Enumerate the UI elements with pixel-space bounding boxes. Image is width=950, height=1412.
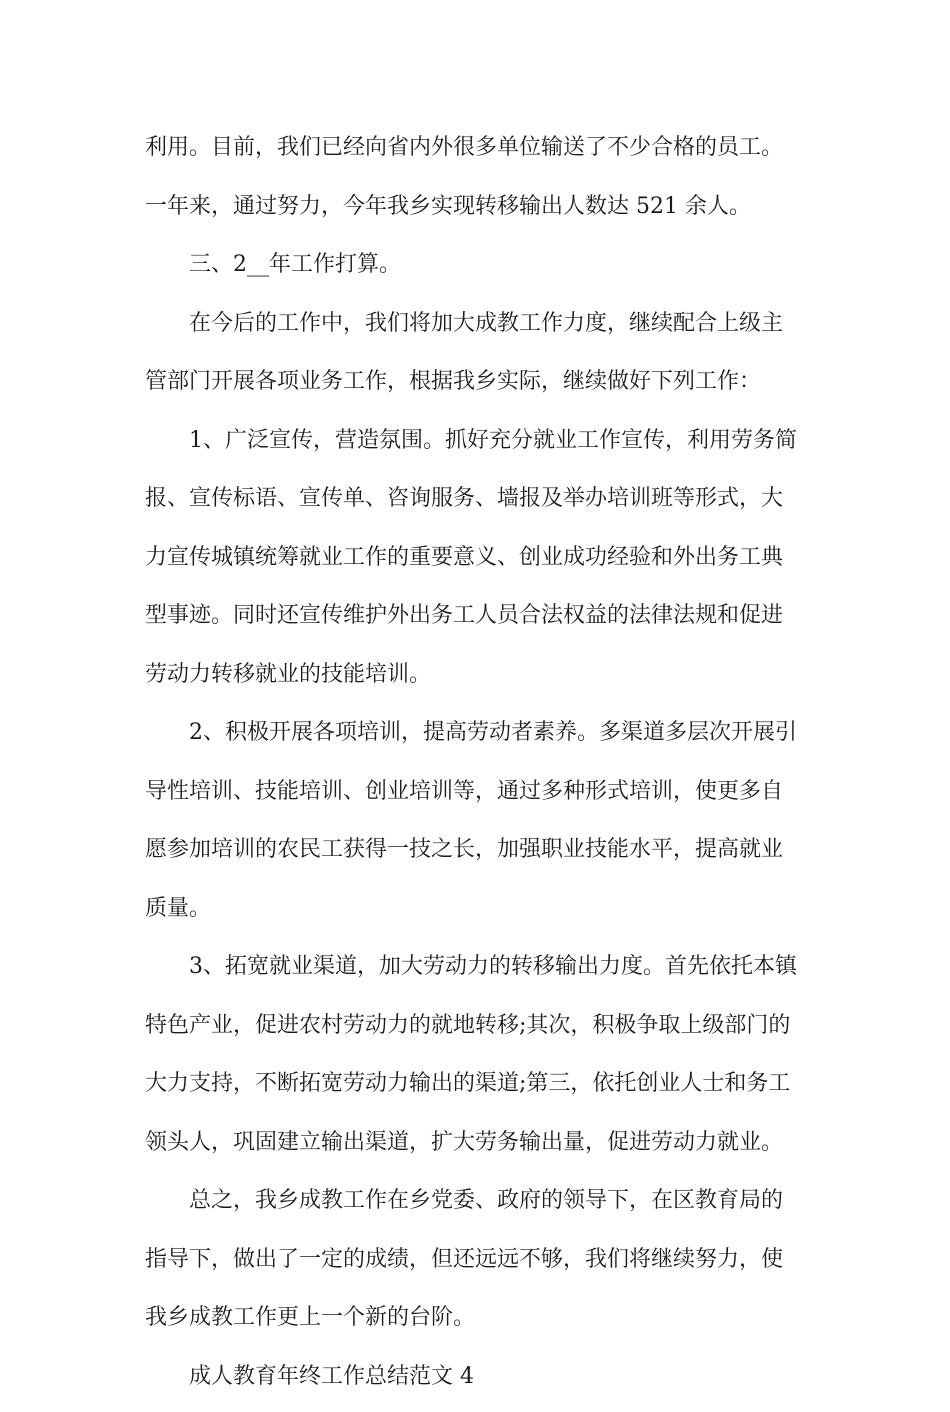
document-page bbox=[145, 125, 807, 1412]
text-line: 质量。 bbox=[145, 886, 807, 945]
text-line: 利用。目前，我们已经向省内外很多单位输送了不少合格的员工。 bbox=[145, 125, 807, 184]
text-line: 报、宣传标语、宣传单、咨询服务、墙报及举办培训班等形式，大 bbox=[145, 476, 807, 535]
text-line: 一年来，通过努力，今年我乡实现转移输出人数达 521 余人。 bbox=[145, 184, 807, 243]
text-line: 特色产业，促进农村劳动力的就地转移;其次，积极争取上级部门的 bbox=[145, 1003, 807, 1062]
text-line: 3、拓宽就业渠道，加大劳动力的转移输出力度。首先依托本镇 bbox=[145, 944, 807, 1003]
text-line: 2、积极开展各项培训，提高劳动者素养。多渠道多层次开展引 bbox=[145, 710, 807, 769]
section-heading: 三、2__年工作打算。 bbox=[145, 242, 807, 301]
text-line: 力宣传城镇统筹就业工作的重要意义、创业成功经验和外出务工典 bbox=[145, 535, 807, 594]
text-line: 型事迹。同时还宣传维护外出务工人员合法权益的法律法规和促进 bbox=[145, 593, 807, 652]
text-line: 大力支持，不断拓宽劳动力输出的渠道;第三，依托创业人士和务工 bbox=[145, 1061, 807, 1120]
text-line: 总之，我乡成教工作在乡党委、政府的领导下，在区教育局的 bbox=[145, 1178, 807, 1237]
text-line: 1、广泛宣传，营造氛围。抓好充分就业工作宣传，利用劳务简 bbox=[145, 418, 807, 477]
text-line: 导性培训、技能培训、创业培训等，通过多种形式培训，使更多自 bbox=[145, 769, 807, 828]
section-title: 成人教育年终工作总结范文 4 bbox=[145, 1354, 807, 1412]
text-line: 领头人，巩固建立输出渠道，扩大劳务输出量，促进劳动力就业。 bbox=[145, 1120, 807, 1179]
text-line: 在今后的工作中，我们将加大成教工作力度，继续配合上级主 bbox=[145, 301, 807, 360]
text-line: 劳动力转移就业的技能培训。 bbox=[145, 652, 807, 711]
text-line: 我乡成教工作更上一个新的台阶。 bbox=[145, 1295, 807, 1354]
text-line: 管部门开展各项业务工作，根据我乡实际，继续做好下列工作： bbox=[145, 359, 807, 418]
text-line: 指导下，做出了一定的成绩，但还远远不够，我们将继续努力，使 bbox=[145, 1237, 807, 1296]
text-line: 愿参加培训的农民工获得一技之长，加强职业技能水平，提高就业 bbox=[145, 827, 807, 886]
